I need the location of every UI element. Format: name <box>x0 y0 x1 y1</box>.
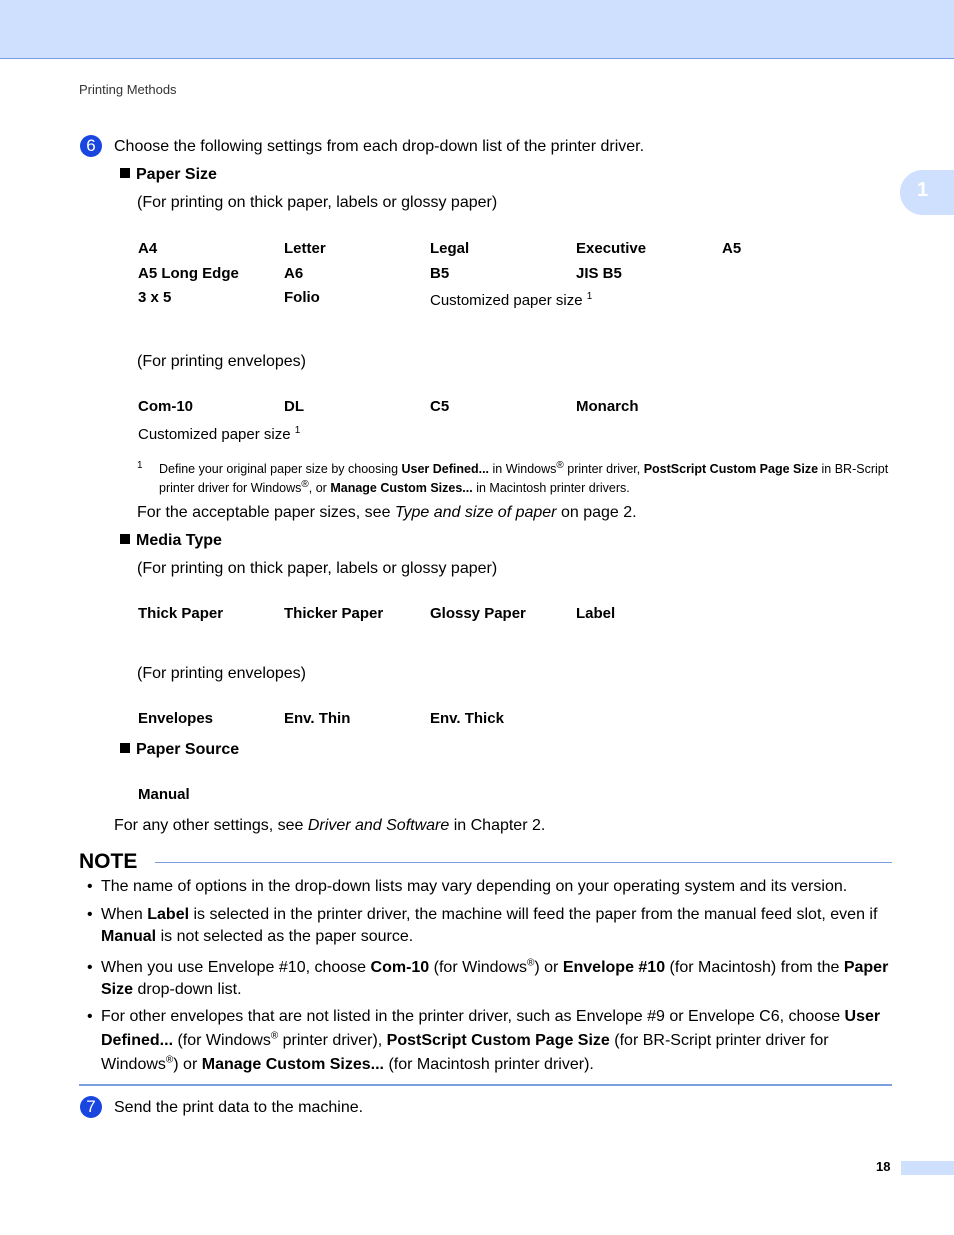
paper-size-option: A6 <box>284 265 304 282</box>
envelope-size-option: C5 <box>430 398 450 415</box>
media-type-env-caption: (For printing envelopes) <box>137 665 306 682</box>
paper-size-option: Folio <box>284 289 320 306</box>
footnote-text: Define your original paper size by choosing User Defined... in Windows® printer driver, PostScript Custom Page Size in BR-Script printer driver for Windows®, or Manage Custom Sizes... in Macintosh printer drivers. <box>159 459 889 495</box>
paper-size-option: Executive <box>576 240 647 257</box>
paper-size-thick-caption: (For printing on thick paper, labels or glossy paper) <box>137 194 498 211</box>
driver-and-software-link[interactable]: Driver and Software <box>307 817 450 834</box>
page-number: 18 <box>876 1159 891 1174</box>
envelope-customized-size: Customized paper size $^1$ <box>138 425 301 443</box>
square-bullet-icon <box>120 743 130 753</box>
type-and-size-link[interactable]: Type and size of paper <box>394 504 557 521</box>
note-item: • When Label is selected in the printer driver, the machine will feed the paper from the manual feed slot, even if Manual is not selected as the paper source. <box>87 906 878 945</box>
paper-size-reference: For the acceptable paper sizes, see Type and size of paper on page 2. <box>137 504 637 521</box>
square-bullet-icon <box>120 534 130 544</box>
media-type-env-option: Env. Thin <box>284 710 351 727</box>
note-bottom-rule <box>79 1084 892 1086</box>
paper-source-heading: Paper Source <box>120 741 239 759</box>
top-header-band <box>0 0 954 59</box>
paper-source-option: Manual <box>138 786 190 803</box>
media-type-thick-caption: (For printing on thick paper, labels or glossy paper) <box>137 560 498 577</box>
step-6-text: Choose the following settings from each drop-down list of the printer driver. <box>114 138 645 155</box>
media-type-option: Thick Paper <box>138 605 224 622</box>
section-header: Printing Methods <box>79 82 177 97</box>
paper-size-option: A4 <box>138 240 158 257</box>
paper-size-option: Legal <box>430 240 470 257</box>
other-settings-reference: For any other settings, see Driver and Software in Chapter 2. <box>114 817 546 834</box>
media-type-option: Label <box>576 605 616 622</box>
paper-size-option: A5 Long Edge <box>138 265 239 282</box>
note-item: • When you use Envelope #10, choose Com-10 (for Windows®) or Envelope #10 (for Macintosh) from the Paper Size drop-down list. <box>87 957 889 998</box>
paper-size-option: 3 x 5 <box>138 289 172 306</box>
paper-size-env-caption: (For printing envelopes) <box>137 353 306 370</box>
media-type-option: Glossy Paper <box>430 605 526 622</box>
paper-size-option: Letter <box>284 240 326 257</box>
chapter-tab <box>900 170 954 215</box>
paper-size-option: JIS B5 <box>576 265 622 282</box>
chapter-number: 1 <box>917 179 929 201</box>
envelope-size-option: DL <box>284 398 304 415</box>
customized-paper-size: Customized paper size $^1$ <box>430 291 593 309</box>
envelope-size-option: Com-10 <box>138 398 194 415</box>
media-type-option: Thicker Paper <box>284 605 384 622</box>
media-type-env-option: Env. Thick <box>430 710 504 727</box>
step-7-text: Send the print data to the machine. <box>114 1099 364 1116</box>
envelope-size-option: Monarch <box>576 398 639 415</box>
paper-size-option: B5 <box>430 265 450 282</box>
media-type-env-option: Envelopes <box>138 710 214 727</box>
note-top-rule <box>155 862 892 863</box>
step-7-marker: 7 <box>80 1096 102 1118</box>
paper-size-heading: Paper Size <box>120 166 217 184</box>
footnote-marker: 1 <box>137 460 143 471</box>
step-6-marker: 6 <box>80 135 102 157</box>
paper-size-option: A5 <box>722 240 742 257</box>
note-item: • For other envelopes that are not listed in the printer driver, such as Envelope #9 or Envelope C6, choose User Defined... (for Windows® printer driver), PostScript Custom Page Size (for BR-Script printer driver for Windows®) or Manage Custom Sizes... (for Macintosh printer driver). <box>87 1008 881 1073</box>
square-bullet-icon <box>120 168 130 178</box>
footer-page-bar <box>901 1161 954 1175</box>
note-title: NOTE <box>79 850 138 873</box>
media-type-heading: Media Type <box>120 532 222 550</box>
note-item: • The name of options in the drop-down lists may vary depending on your operating system and its version. <box>87 878 848 895</box>
